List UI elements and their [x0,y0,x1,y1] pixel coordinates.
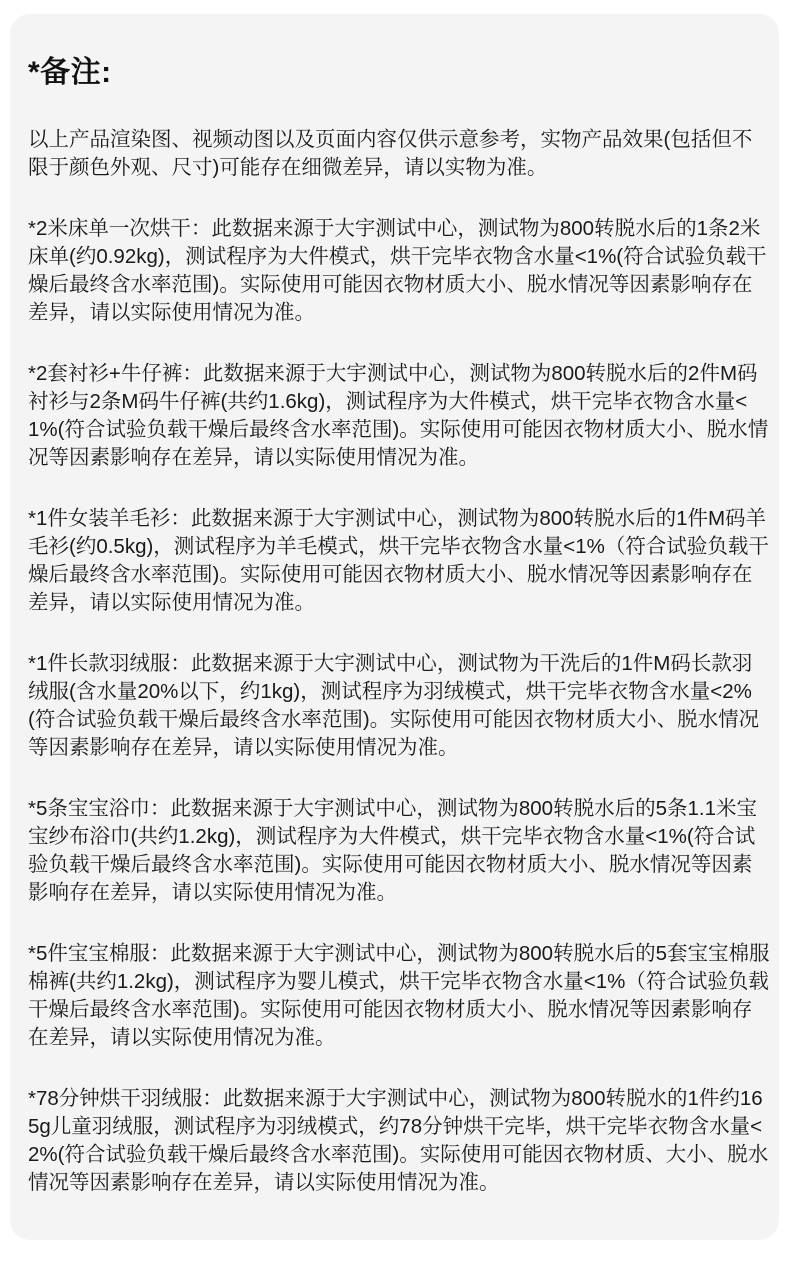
notes-card [10,14,779,1240]
note-78min-down-jacket-drying: *78分钟烘干羽绒服：此数据来源于大宇测试中心，测试物为800转脱水的1件约165g儿童羽绒服，测试程序为羽绒模式，约78分钟烘干完毕，烘干完毕衣物含水量<2%(符合试验负载干燥后最终含水率范围)。实际使用可能因衣物材质、大小、脱水情况等因素影响存在差异，请以实际使用情况为准。 [28,1087,769,1194]
general-disclaimer: 以上产品渲染图、视频动图以及页面内容仅供示意参考，实物产品效果(包括但不限于颜色外观、尺寸)可能存在细微差异，请以实物为准。 [28,128,753,179]
notes-paragraphs [28,126,771,1197]
note-long-down-jacket: *1件长款羽绒服：此数据来源于大宇测试中心，测试物为干洗后的1件M码长款羽绒服(含水量20%以下，约1kg)，测试程序为羽绒模式，烘干完毕衣物含水量<2%(符合试验负载干燥后最终含水率范围)。实际使用可能因衣物材质大小、脱水情况等因素影响存在差异，请以实际使用情况为准。 [28,652,760,759]
note-shirts-and-jeans: *2套衬衫+牛仔裤：此数据来源于大宇测试中心，测试物为800转脱水后的2件M码衬衫与2条M码牛仔裤(共约1.6kg)，测试程序为大件模式，烘干完毕衣物含水量<1%(符合试验负载干燥后最终含水率范围)。实际使用可能因衣物材质大小、脱水情况等因素影响存在差异，请以实际使用情况为准。 [28,362,769,469]
note-women-wool-sweater: *1件女装羊毛衫：此数据来源于大宇测试中心，测试物为800转脱水后的1件M码羊毛衫(约0.5kg)，测试程序为羊毛模式，烘干完毕衣物含水量<1%（符合试验负载干燥后最终含水率范围)。实际使用可能因衣物材质大小、脱水情况等因素影响存在差异，请以实际使用情况为准。 [28,507,769,614]
note-baby-cotton-clothes: *5件宝宝棉服：此数据来源于大宇测试中心，测试物为800转脱水后的5套宝宝棉服棉裤(共约1.2kg)，测试程序为婴儿模式，烘干完毕衣物含水量<1%（符合试验负载干燥后最终含水率范围)。实际使用可能因衣物材质大小、脱水情况等因素影响存在差异，请以实际使用情况为准。 [28,942,770,1049]
notes-title: *备注: [28,56,112,89]
note-bedsheet-one-cycle-drying: *2米床单一次烘干：此数据来源于大宇测试中心，测试物为800转脱水后的1条2米床单(约0.92kg)，测试程序为大件模式，烘干完毕衣物含水量<1%(符合试验负载干燥后最终含水率范围)。实际使用可能因衣物材质大小、脱水情况等因素影响存在差异，请以实际使用情况为准。 [28,217,767,324]
note-baby-bath-towels: *5条宝宝浴巾：此数据来源于大宇测试中心，测试物为800转脱水后的5条1.1米宝宝纱布浴巾(共约1.2kg)，测试程序为大件模式，烘干完毕衣物含水量<1%(符合试验负载干燥后最终含水率范围)。实际使用可能因衣物材质大小、脱水情况等因素影响存在差异，请以实际使用情况为准。 [28,797,757,904]
